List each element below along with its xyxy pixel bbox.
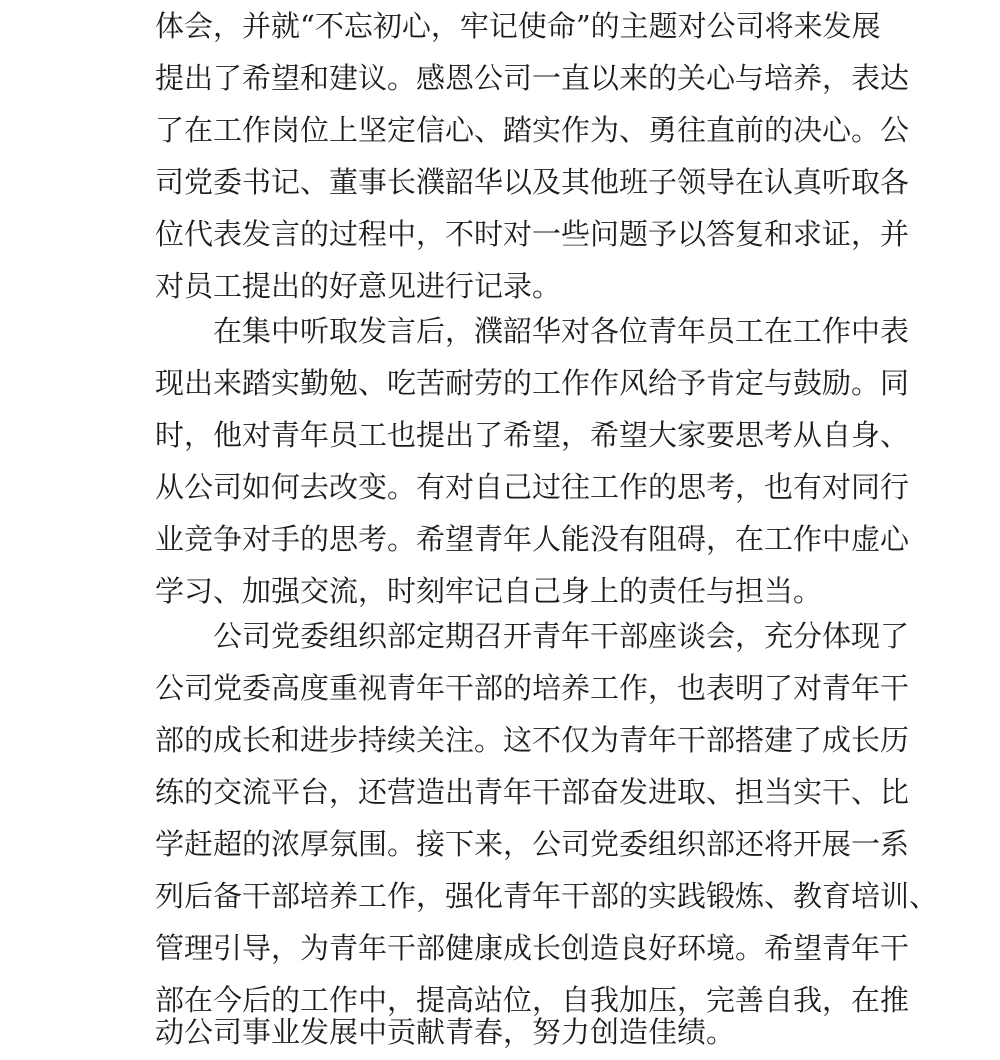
text-line: 学习、加强交流，时刻牢记自己身上的责任与担当。 (155, 574, 823, 608)
text-line: 提出了希望和建议。感恩公司一直以来的关心与培养，表达 (155, 61, 910, 95)
text-line: 公司党委组织部定期召开青年干部座谈会，充分体现了 (213, 619, 910, 653)
text-line: 部的成长和进步持续关注。这不仅为青年干部搭建了成长历 (155, 723, 910, 757)
text-line: 业竞争对手的思考。希望青年人能没有阻碍，在工作中虚心 (155, 522, 910, 556)
text-line: 司党委书记、董事长濮韶华以及其他班子领导在认真听取各 (155, 165, 910, 199)
text-line: 现出来踏实勤勉、吃苦耐劳的工作作风给予肯定与鼓励。同 (155, 366, 910, 400)
text-line: 从公司如何去改变。有对自己过往工作的思考，也有对同行 (155, 470, 910, 504)
text-line: 了在工作岗位上坚定信心、踏实作为、勇往直前的决心。公 (155, 113, 910, 147)
text-line: 在集中听取发言后，濮韶华对各位青年员工在工作中表 (213, 314, 910, 348)
text-line: 对员工提出的好意见进行记录。 (155, 269, 562, 303)
text-line: 学赶超的浓厚氛围。接下来，公司党委组织部还将开展一系 (155, 827, 910, 861)
text-line: 公司党委高度重视青年干部的培养工作，也表明了对青年干 (155, 671, 910, 705)
text-line: 时，他对青年员工也提出了希望，希望大家要思考从自身、 (155, 418, 910, 452)
text-line: 部在今后的工作中，提高站位，自我加压，完善自我，在推 (155, 983, 910, 1017)
text-line: 动公司事业发展中贡献青春，努力创造佳绩。 (155, 1015, 736, 1049)
text-line: 位代表发言的过程中，不时对一些问题予以答复和求证，并 (155, 217, 910, 251)
text-line: 练的交流平台，还营造出青年干部奋发进取、担当实干、比 (155, 775, 910, 809)
text-line: 体会，并就“不忘初心，牢记使命”的主题对公司将来发展 (155, 9, 881, 43)
text-line: 管理引导，为青年干部健康成长创造良好环境。希望青年干 (155, 931, 910, 965)
text-line: 列后备干部培养工作，强化青年干部的实践锻炼、教育培训、 (155, 879, 939, 913)
